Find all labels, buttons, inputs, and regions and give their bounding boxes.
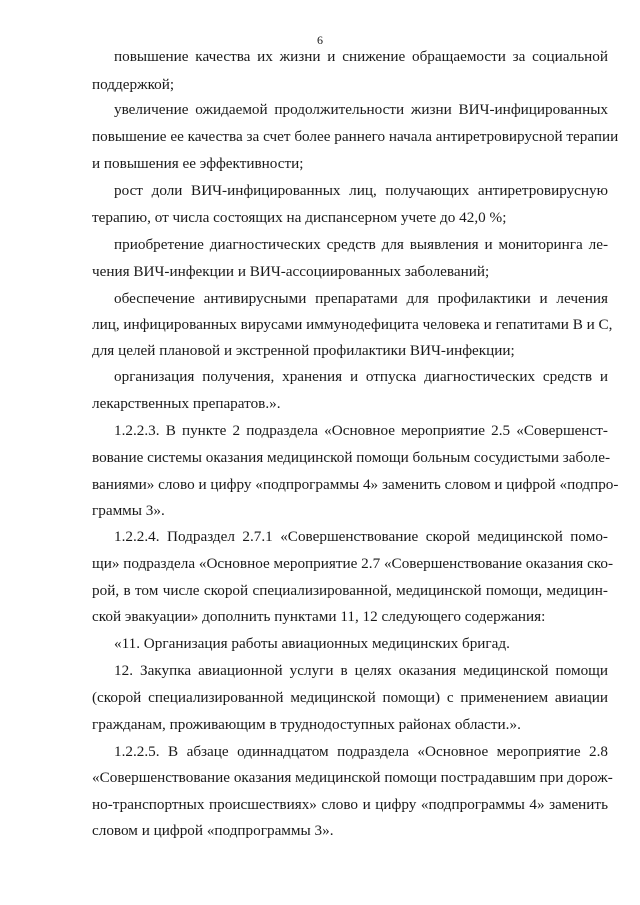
text-line: для целей плановой и экстренной профилактики ВИЧ-инфекции; (92, 342, 515, 359)
text-line: 1.2.2.5. В абзаце одиннадцатом подраздела «Основное мероприятие 2.8 (114, 743, 608, 760)
page-number: 6 (317, 33, 323, 47)
text-line: «11. Организация работы авиационных медицинских бригад. (114, 635, 510, 652)
text-line: «Совершенствование оказания медицинской помощи пострадавшим при дорож- (92, 769, 613, 786)
text-line: увеличение ожидаемой продолжительности жизни ВИЧ-инфицированных (114, 101, 608, 118)
text-line: и повышения ее эффективности; (92, 155, 304, 172)
text-line: поддержкой; (92, 76, 175, 93)
text-line: обеспечение антивирусными препаратами для профилактики и лечения (114, 290, 608, 307)
text-line: 12. Закупка авиационной услуги в целях оказания медицинской помощи (114, 662, 608, 679)
text-line: но-транспортных происшествиях» слово и цифру «подпрограммы 4» заменить (92, 796, 608, 813)
text-line: словом и цифрой «подпрограммы 3». (92, 822, 334, 839)
text-line: гражданам, проживающим в труднодоступных районах области.». (92, 716, 521, 733)
text-line: вование системы оказания медицинской помощи больным сосудистыми заболе- (92, 449, 611, 466)
text-line: 1.2.2.3. В пункте 2 подраздела «Основное мероприятие 2.5 «Совершенст- (114, 422, 608, 439)
text-line: ской эвакуации» дополнить пунктами 11, 12 следующего содержания: (92, 608, 546, 625)
text-line: рой, в том числе скорой специализированной, медицинской помощи, медицин- (92, 582, 608, 599)
text-line: терапию, от числа состоящих на диспансерном учете до 42,0 %; (92, 209, 507, 226)
text-line: организация получения, хранения и отпуска диагностических средств и (114, 368, 608, 385)
text-line: граммы 3». (92, 502, 165, 519)
text-line: чения ВИЧ-инфекции и ВИЧ-ассоциированных заболеваний; (92, 263, 490, 280)
text-line: ваниями» слово и цифру «подпрограммы 4» заменить словом и цифрой «подпро- (92, 476, 619, 493)
text-line: повышение ее качества за счет более раннего начала антиретровирусной терапии (92, 128, 619, 145)
text-line: (скорой специализированной медицинской помощи) с применением авиации (92, 689, 608, 706)
text-line: лекарственных препаратов.». (92, 395, 281, 412)
text-line: рост доли ВИЧ-инфицированных лиц, получающих антиретровирусную (114, 182, 608, 199)
text-line: щи» подраздела «Основное мероприятие 2.7 «Совершенствование оказания ско- (92, 555, 614, 572)
text-line: повышение качества их жизни и снижение обращаемости за социальной (114, 48, 608, 65)
text-line: 1.2.2.4. Подраздел 2.7.1 «Совершенствование скорой медицинской помо- (114, 528, 608, 545)
text-line: лиц, инфицированных вирусами иммунодефицита человека и гепатитами В и С, (92, 316, 613, 333)
text-line: приобретение диагностических средств для выявления и мониторинга ле- (114, 236, 608, 253)
